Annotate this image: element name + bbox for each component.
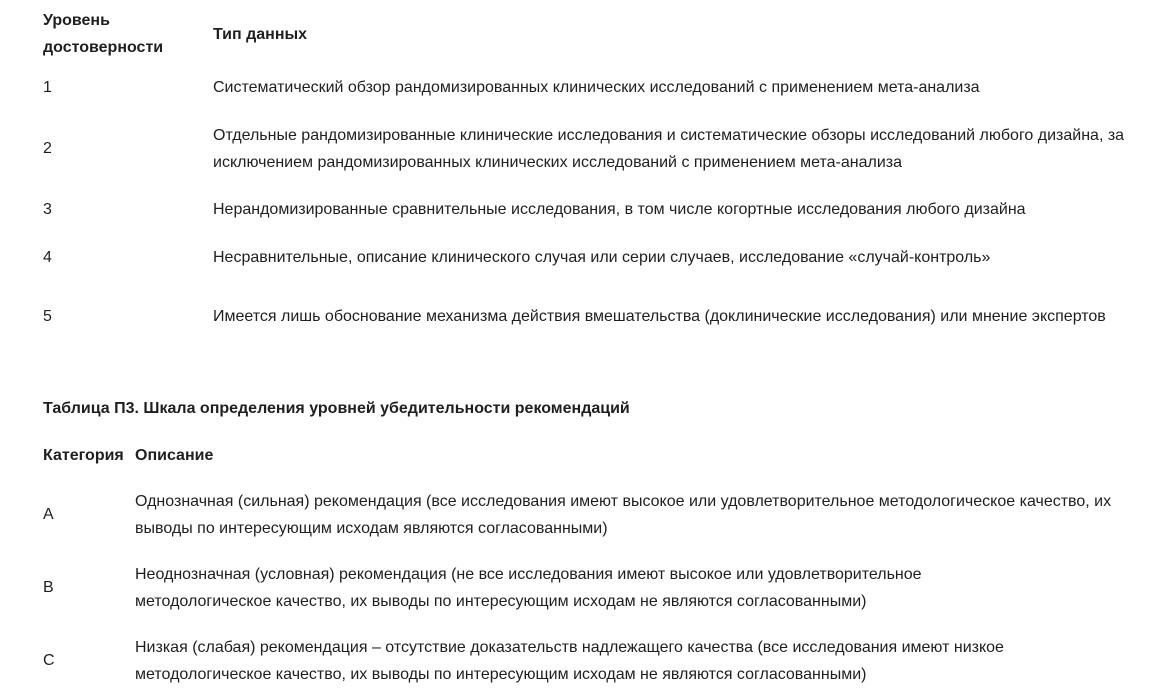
data-type-cell: Несравнительные, описание клинического случая или серии случаев, исследование «случай-контроль» [213, 248, 991, 266]
table-row [0, 551, 1155, 624]
table-row [0, 281, 1155, 352]
header-description: Описание [135, 446, 214, 464]
level-cell: 4 [43, 248, 52, 266]
level-cell: 5 [43, 308, 52, 325]
header-level: Уровень достоверности [43, 12, 164, 56]
data-type-cell: Систематический обзор рандомизированных клинических исследований с применением мета-анализа [213, 79, 980, 96]
header-category: Категория [43, 446, 124, 464]
table-row [0, 469, 1155, 551]
data-type-cell: Отдельные рандомизированные клинические исследования и систематические обзоры исследований любого дизайна, за исключением рандомизированных клинических исследований с применением мета-анализа [213, 126, 1125, 171]
description-cell: Низкая (слабая) рекомендация – отсутствие доказательств надлежащего качества (все исследования имеют низкое методологическое качество, их выводы по интересующим исходам не являются согласованными) [135, 638, 1004, 683]
level-cell: 2 [43, 140, 52, 157]
level-cell: 3 [43, 200, 52, 218]
table-row [0, 184, 1155, 233]
data-type-cell: Нерандомизированные сравнительные исследования, в том числе когортные исследования любого дизайна [213, 200, 1026, 218]
header-data-type: Тип данных [213, 25, 308, 43]
category-cell: A [43, 506, 54, 523]
level-cell: 1 [43, 79, 52, 96]
description-cell: Однозначная (сильная) рекомендация (все исследования имеют высокое или удовлетворительное методологическое качество, их выводы по интересующим исходам являются согласованными) [135, 492, 1112, 537]
table-row [0, 62, 1155, 113]
table-row [0, 113, 1155, 184]
description-cell: Неоднозначная (условная) рекомендация (не все исследования имеют высокое или удовлетворительное методологическое качество, их выводы по интересующим исходам не являются согласованными) [135, 565, 922, 610]
table-row [0, 624, 1155, 694]
data-type-cell: Имеется лишь обоснование механизма действия вмешательства (доклинические исследования) или мнение экспертов [213, 308, 1106, 325]
evidence-level-table [0, 6, 1155, 352]
category-cell: B [43, 579, 54, 596]
table-row [0, 233, 1155, 281]
recommendation-grade-table [0, 441, 1155, 694]
table-caption: Таблица П3. Шкала определения уровней убедительности рекомендаций [43, 400, 630, 417]
category-cell: C [43, 652, 55, 669]
table-header-row [0, 6, 1155, 62]
table-header-row [0, 441, 1155, 469]
